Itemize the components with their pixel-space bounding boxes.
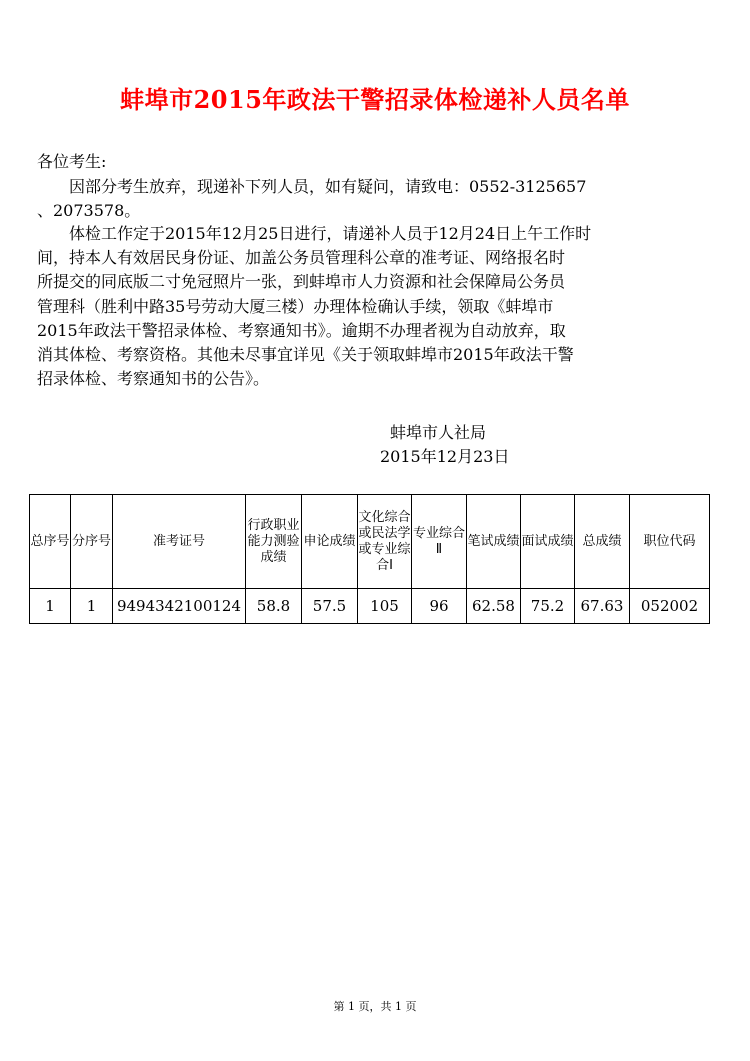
paragraph-2 [37,222,707,391]
cell-total-score: 67.63 [575,589,630,624]
paragraph-2-line: 所提交的同底版二寸免冠照片一张，到蚌埠市人力资源和社会保障局公务员 [37,272,566,292]
header-position-code: 职位代码 [630,495,710,589]
cell-position-code: 052002 [630,589,710,624]
paragraph-2-line: 招录体检、考察通知书的公告》。 [37,369,270,389]
cell-comprehensive-2: 96 [412,589,467,624]
greeting: 各位考生: [37,152,107,171]
paragraph-2-line: 2015年政法干警招录体检、考察通知书》。逾期不办理者视为自动放弃，取 [37,320,566,340]
header-total-seq: 总序号 [30,495,71,589]
header-comprehensive-2: 专业综合Ⅱ [412,495,467,589]
paragraph-2-line: 消其体检、考察资格。其他未尽事宜详见《关于领取蚌埠市2015年政法干警 [37,344,574,364]
header-sub-seq: 分序号 [71,495,113,589]
cell-aptitude-score: 58.8 [246,589,302,624]
header-written-score: 笔试成绩 [467,495,521,589]
paragraph-1-line-2: 、2073578。 [37,201,141,220]
cell-comprehensive-1: 105 [358,589,412,624]
paragraph-1-line-1: 因部分考生放弃，现递补下列人员，如有疑问，请致电：0552-3125657 [37,177,587,196]
document-title: 蚌埠市2015年政法干警招录体检递补人员名单 [120,85,630,114]
signature-organization: 蚌埠市人社局 [390,423,487,442]
roster-table [29,494,710,624]
paragraph-2-line: 体检工作定于2015年12月25日进行，请递补人员于12月24日上午工作时 [37,224,592,243]
header-total-score: 总成绩 [575,495,630,589]
paragraph-2-line: 管理科（胜利中路35号劳动大厦三楼）办理体检确认手续，领取《蚌埠市 [37,296,554,316]
header-comprehensive-1: 文化综合或民法学或专业综合Ⅰ [358,495,412,589]
table-header-row [30,495,710,589]
header-interview-score: 面试成绩 [521,495,575,589]
cell-exam-id: 9494342100124 [113,589,246,624]
header-exam-id: 准考证号 [113,495,246,589]
table-row [30,589,710,624]
signature-date: 2015年12月23日 [380,447,510,466]
page-footer: 第 1 页，共 1 页 [333,1000,417,1013]
cell-written-score: 62.58 [467,589,521,624]
cell-interview-score: 75.2 [521,589,575,624]
cell-total-seq: 1 [30,589,71,624]
header-aptitude-score: 行政职业能力测验成绩 [246,495,302,589]
paragraph-2-line: 间，持本人有效居民身份证、加盖公务员管理科公章的准考证、网络报名时 [37,248,566,268]
cell-essay-score: 57.5 [302,589,358,624]
header-essay-score: 申论成绩 [302,495,358,589]
cell-sub-seq: 1 [71,589,113,624]
